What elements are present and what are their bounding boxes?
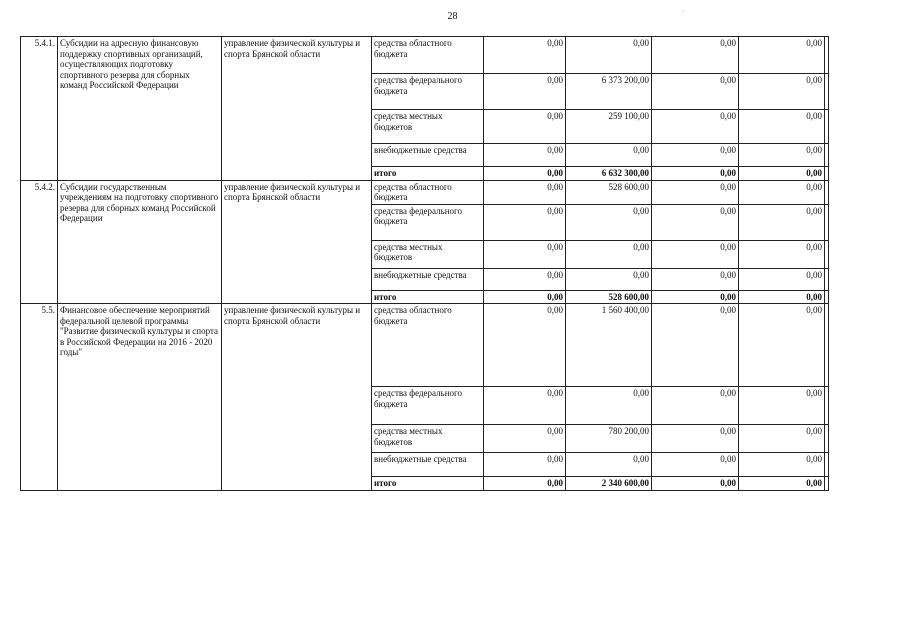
- funding-source: внебюджетные средства: [372, 144, 484, 167]
- table-row: [21, 304, 829, 387]
- amount-cell: 0,00: [739, 453, 825, 477]
- amount-cell: 0,00: [484, 290, 566, 304]
- amount-cell: 0,00: [566, 387, 652, 425]
- scan-mark: ·: [682, 7, 685, 16]
- empty-cell: [825, 425, 829, 453]
- item-name: Субсидии государственным учреждениям на подготовку спортивного резерва для сборных команд Российской Федерации: [58, 180, 222, 304]
- empty-cell: [825, 387, 829, 425]
- amount-cell: 0,00: [739, 387, 825, 425]
- funding-source: средства федерального бюджета: [372, 387, 484, 425]
- empty-cell: [825, 37, 829, 74]
- funding-source: итого: [372, 477, 484, 491]
- amount-cell: 0,00: [484, 180, 566, 204]
- funding-source: средства федерального бюджета: [372, 74, 484, 110]
- empty-cell: [825, 290, 829, 304]
- amount-cell: 0,00: [566, 268, 652, 290]
- amount-cell: 0,00: [652, 477, 739, 491]
- empty-cell: [825, 74, 829, 110]
- empty-cell: [825, 144, 829, 167]
- funding-source: внебюджетные средства: [372, 453, 484, 477]
- amount-cell: 0,00: [484, 37, 566, 74]
- amount-cell: 0,00: [652, 144, 739, 167]
- empty-cell: [825, 304, 829, 387]
- amount-cell: 0,00: [484, 74, 566, 110]
- item-executor: управление физической культуры и спорта Брянской области: [222, 37, 372, 181]
- empty-cell: [825, 204, 829, 240]
- funding-source: средства федерального бюджета: [372, 204, 484, 240]
- amount-cell: 528 600,00: [566, 290, 652, 304]
- amount-cell: 0,00: [739, 110, 825, 144]
- funding-source: средства местных бюджетов: [372, 425, 484, 453]
- amount-cell: 528 600,00: [566, 180, 652, 204]
- amount-cell: 0,00: [484, 204, 566, 240]
- amount-cell: 0,00: [652, 240, 739, 268]
- amount-cell: 0,00: [739, 268, 825, 290]
- item-name: Финансовое обеспечение мероприятий федеральной целевой программы "Развитие физической культуры и спорта в Российской Федерации на 2016 - 2020 годы": [58, 304, 222, 491]
- amount-cell: 0,00: [739, 204, 825, 240]
- amount-cell: 0,00: [739, 144, 825, 167]
- amount-cell: 0,00: [652, 204, 739, 240]
- amount-cell: 0,00: [652, 453, 739, 477]
- amount-cell: 0,00: [739, 180, 825, 204]
- amount-cell: 0,00: [566, 144, 652, 167]
- funding-source: средства областного бюджета: [372, 180, 484, 204]
- amount-cell: 0,00: [566, 37, 652, 74]
- amount-cell: 0,00: [566, 240, 652, 268]
- amount-cell: 0,00: [652, 110, 739, 144]
- funding-source: итого: [372, 290, 484, 304]
- amount-cell: 0,00: [484, 425, 566, 453]
- amount-cell: 0,00: [652, 387, 739, 425]
- funding-source: средства местных бюджетов: [372, 240, 484, 268]
- amount-cell: 0,00: [739, 74, 825, 110]
- amount-cell: 0,00: [739, 425, 825, 453]
- amount-cell: 0,00: [652, 74, 739, 110]
- item-code: 5.5.: [21, 304, 58, 491]
- amount-cell: 2 340 600,00: [566, 477, 652, 491]
- amount-cell: 0,00: [739, 167, 825, 181]
- amount-cell: 0,00: [484, 144, 566, 167]
- amount-cell: 0,00: [652, 37, 739, 74]
- funding-source: средства областного бюджета: [372, 304, 484, 387]
- item-executor: управление физической культуры и спорта Брянской области: [222, 180, 372, 304]
- amount-cell: 0,00: [566, 453, 652, 477]
- empty-cell: [825, 268, 829, 290]
- item-code: 5.4.2.: [21, 180, 58, 304]
- amount-cell: 6 632 300,00: [566, 167, 652, 181]
- page-number: 28: [447, 11, 458, 22]
- empty-cell: [825, 477, 829, 491]
- amount-cell: 0,00: [652, 425, 739, 453]
- empty-cell: [825, 240, 829, 268]
- funding-source: средства областного бюджета: [372, 37, 484, 74]
- amount-cell: 0,00: [652, 167, 739, 181]
- amount-cell: 0,00: [484, 268, 566, 290]
- amount-cell: 0,00: [739, 37, 825, 74]
- amount-cell: 0,00: [739, 240, 825, 268]
- item-code: 5.4.1.: [21, 37, 58, 181]
- item-name: Субсидии на адресную финансовую поддержку спортивных организаций, осуществляющих подготовку спортивного резерва для сборных команд Российской Федерации: [58, 37, 222, 181]
- amount-cell: 0,00: [484, 304, 566, 387]
- table-row: [21, 180, 829, 204]
- amount-cell: 0,00: [484, 387, 566, 425]
- empty-cell: [825, 167, 829, 181]
- amount-cell: 0,00: [484, 453, 566, 477]
- empty-cell: [825, 110, 829, 144]
- budget-table: [20, 36, 829, 491]
- empty-cell: [825, 180, 829, 204]
- funding-source: внебюджетные средства: [372, 268, 484, 290]
- amount-cell: 0,00: [484, 167, 566, 181]
- amount-cell: 780 200,00: [566, 425, 652, 453]
- amount-cell: 0,00: [739, 477, 825, 491]
- amount-cell: 0,00: [739, 304, 825, 387]
- amount-cell: 0,00: [484, 477, 566, 491]
- funding-source: итого: [372, 167, 484, 181]
- amount-cell: 0,00: [652, 180, 739, 204]
- amount-cell: 0,00: [484, 110, 566, 144]
- amount-cell: 0,00: [484, 240, 566, 268]
- amount-cell: 259 100,00: [566, 110, 652, 144]
- amount-cell: 0,00: [652, 290, 739, 304]
- amount-cell: 0,00: [566, 204, 652, 240]
- amount-cell: 0,00: [652, 304, 739, 387]
- amount-cell: 0,00: [739, 290, 825, 304]
- funding-source: средства местных бюджетов: [372, 110, 484, 144]
- amount-cell: 0,00: [652, 268, 739, 290]
- table-row: [21, 37, 829, 74]
- amount-cell: 1 560 400,00: [566, 304, 652, 387]
- empty-cell: [825, 453, 829, 477]
- amount-cell: 6 373 200,00: [566, 74, 652, 110]
- item-executor: управление физической культуры и спорта Брянской области: [222, 304, 372, 491]
